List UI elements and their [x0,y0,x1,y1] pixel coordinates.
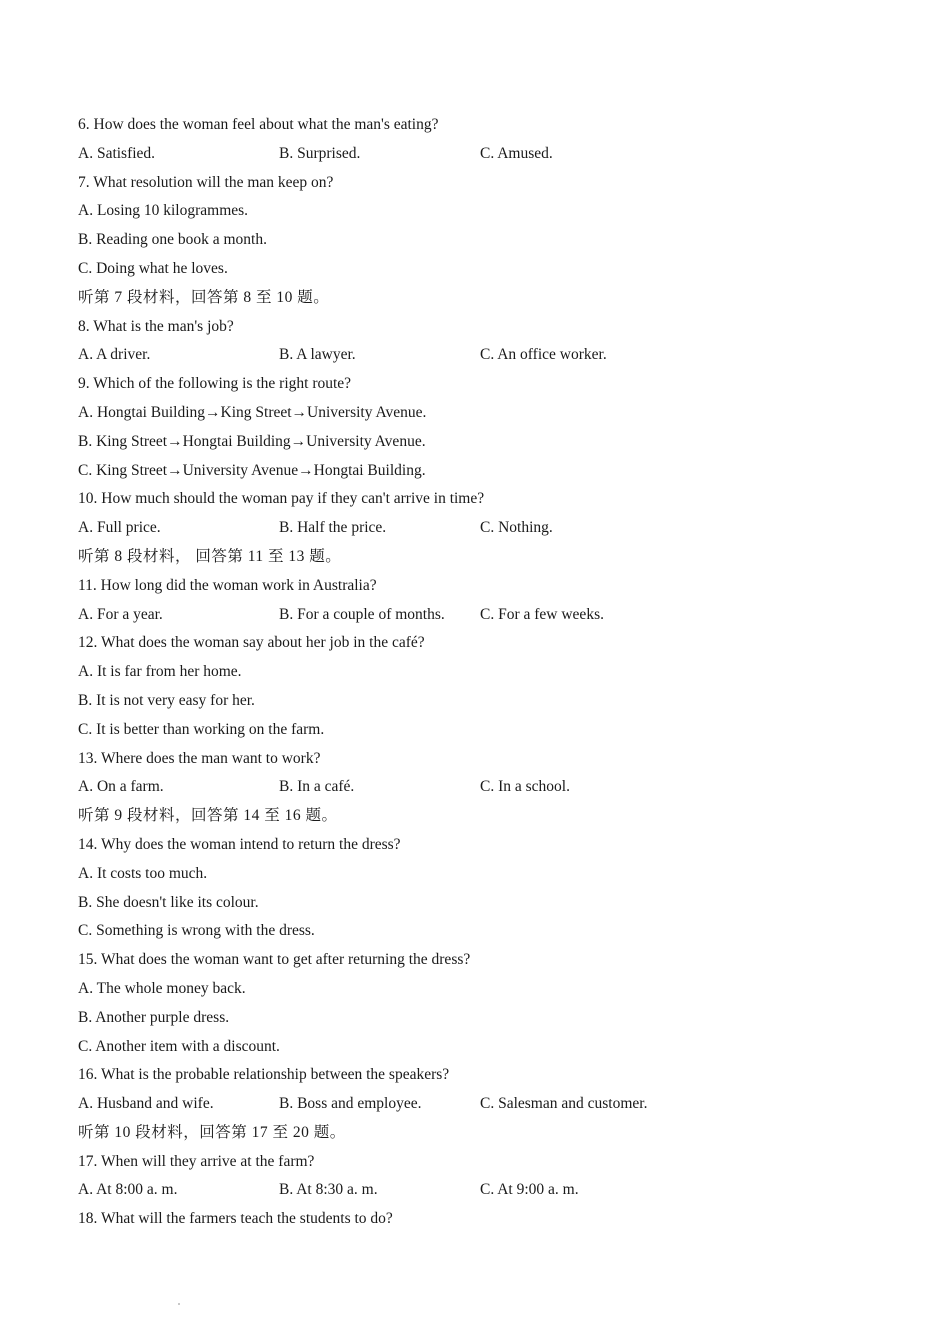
question-text: 10. How much should the woman pay if they can't arrive in time? [78,490,485,508]
question-text: 11. How long did the woman work in Australia? [78,576,377,594]
option-line: C. King Street→University Avenue→Hongtai Building. [78,461,426,479]
option-b: B. At 8:30 a. m. [279,1181,378,1199]
option-row [78,140,878,169]
option-line: A. It is far from her home. [78,663,242,681]
option-c: C. For a few weeks. [480,605,604,623]
question-text: 12. What does the woman say about her job in the café? [78,634,425,652]
question-text: 9. Which of the following is the right route? [78,375,352,393]
option-row [78,514,878,543]
question-text: 13. Where does the man want to work? [78,749,321,767]
option-a: A. Full price. [78,519,161,537]
option-c: C. In a school. [480,778,570,796]
question-text: 8. What is the man's job? [78,317,234,335]
option-line: B. She doesn't like its colour. [78,893,259,911]
option-line: A. The whole money back. [78,979,246,997]
question-text: 17. When will they arrive at the farm? [78,1152,315,1170]
option-row [78,1176,878,1205]
option-a: A. Satisfied. [78,144,156,162]
option-b: B. For a couple of months. [279,605,445,623]
question-text: 6. How does the woman feel about what the man's eating? [78,116,439,133]
option-a: A. At 8:00 a. m. [78,1181,178,1199]
option-line: B. King Street→Hongtai Building→University Avenue. [78,432,426,450]
section-instruction: 听第 9 段材料，回答第 14 至 16 题。 [78,807,338,825]
section-instruction: 听第 8 段材料， 回答第 11 至 13 题。 [78,547,342,565]
section-instruction: 听第 7 段材料，回答第 8 至 10 题。 [78,288,330,306]
option-row [78,1090,878,1119]
option-line: B. It is not very easy for her. [78,691,255,709]
question-text: 14. Why does the woman intend to return the dress? [78,835,401,853]
option-b: B. In a café. [279,778,355,796]
option-line: C. Doing what he loves. [78,259,228,277]
option-row [78,341,878,370]
question-text: 16. What is the probable relationship between the speakers? [78,1066,450,1084]
option-row [78,601,878,630]
option-line: C. Something is wrong with the dress. [78,922,315,940]
option-a: A. On a farm. [78,778,164,796]
option-c: C. Amused. [480,144,553,162]
footer-mark [178,1303,180,1305]
option-line: B. Reading one book a month. [78,231,267,249]
question-text: 7. What resolution will the man keep on? [78,173,334,191]
option-line: B. Another purple dress. [78,1008,230,1026]
option-line: A. Hongtai Building→King Street→University Avenue. [78,403,427,421]
option-line: C. It is better than working on the farm. [78,720,325,738]
option-a: A. A driver. [78,346,151,364]
option-b: B. Boss and employee. [279,1095,422,1113]
question-text: 18. What will the farmers teach the students to do? [78,1210,393,1228]
option-line: C. Another item with a discount. [78,1037,280,1055]
option-c: C. At 9:00 a. m. [480,1181,579,1199]
option-b: B. Half the price. [279,519,387,537]
option-row [78,773,878,802]
option-a: A. For a year. [78,605,163,623]
question-text: 15. What does the woman want to get after returning the dress? [78,951,471,969]
option-b: B. A lawyer. [279,346,356,364]
question-list [78,111,878,1234]
option-c: C. An office worker. [480,346,607,364]
option-line: A. Losing 10 kilogrammes. [78,202,249,220]
option-b: B. Surprised. [279,144,361,162]
section-instruction: 听第 10 段材料，回答第 17 至 20 题。 [78,1123,346,1141]
option-a: A. Husband and wife. [78,1095,214,1113]
option-line: A. It costs too much. [78,864,208,882]
option-c: C. Salesman and customer. [480,1095,648,1113]
option-c: C. Nothing. [480,519,553,537]
